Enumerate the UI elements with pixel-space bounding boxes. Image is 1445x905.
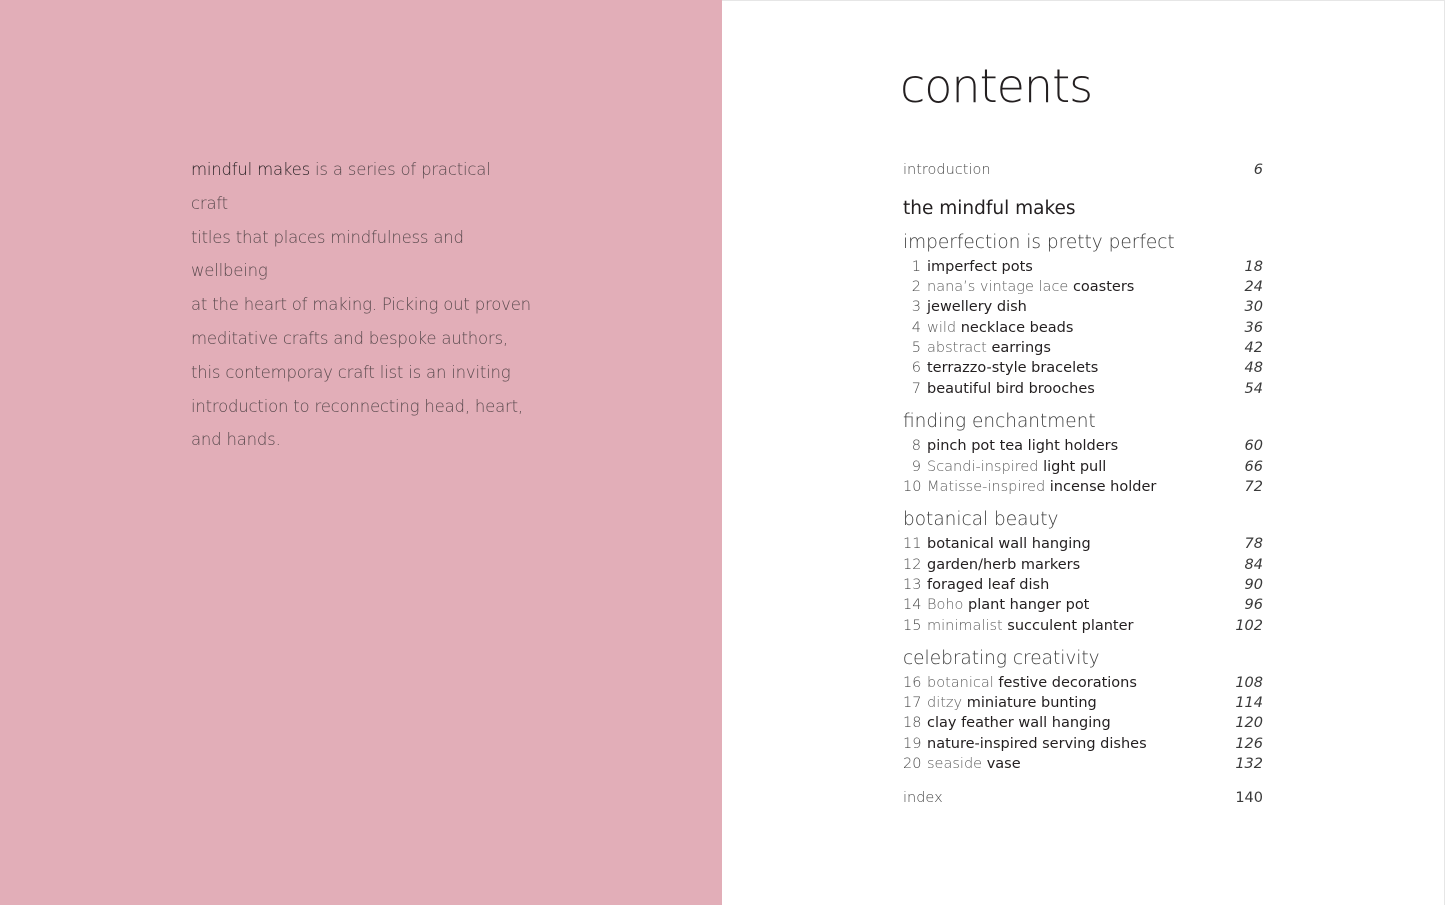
- toc-entry-number: 1: [911, 259, 921, 275]
- toc-entry-label: index: [903, 790, 943, 806]
- toc-entry-prefix: botanical: [927, 675, 999, 691]
- toc-entry-prefix: Scandi-inspired: [927, 459, 1044, 475]
- toc-entry[interactable]: [903, 534, 1263, 554]
- left-page: [0, 0, 722, 905]
- toc-entry-prefix: wild: [927, 320, 961, 336]
- description-line-5: this contemporay craft list is an inviting: [191, 362, 511, 382]
- toc-entry-title: nature-inspired serving dishes: [927, 736, 1147, 752]
- toc-entry-title: incense holder: [1049, 479, 1157, 495]
- toc-section-heading: botanical beauty: [903, 509, 1059, 530]
- toc-entry-number: 12: [903, 557, 922, 573]
- toc-part-heading: the mindful makes: [903, 198, 1076, 219]
- toc-page-number: 96: [1244, 597, 1263, 613]
- toc-entry-number: 5: [911, 340, 921, 356]
- toc-entry[interactable]: [903, 595, 1263, 615]
- toc-entry[interactable]: [903, 713, 1263, 733]
- toc-entry[interactable]: [903, 318, 1263, 338]
- toc-section-heading: finding enchantment: [903, 411, 1096, 432]
- toc-section-heading: imperfection is pretty perfect: [903, 232, 1175, 253]
- toc-entry-prefix: Boho: [927, 597, 969, 613]
- toc-entry-prefix: seaside: [927, 756, 987, 772]
- toc-entry-title: plant hanger pot: [968, 597, 1090, 613]
- toc-entry-prefix: ditzy: [927, 695, 967, 711]
- toc-entry-title: beautiful bird brooches: [927, 381, 1095, 397]
- toc-entry[interactable]: [903, 338, 1263, 358]
- toc-entry[interactable]: [903, 436, 1263, 456]
- toc-entry-title: miniature bunting: [966, 695, 1097, 711]
- toc-entry-title: succulent planter: [1007, 618, 1134, 634]
- toc-entry[interactable]: [903, 358, 1263, 378]
- toc-page-number: 36: [1244, 320, 1263, 336]
- description-line-1: is a series of practical craft: [191, 160, 491, 213]
- toc-page-number: 24: [1244, 279, 1263, 295]
- toc-page-number: 90: [1244, 577, 1263, 593]
- toc-entry-number: 9: [911, 459, 921, 475]
- toc-entry[interactable]: [903, 673, 1263, 693]
- toc-page-number: 54: [1244, 381, 1263, 397]
- toc-page-number: 48: [1244, 360, 1263, 376]
- toc-entry-number: 20: [903, 756, 922, 772]
- description-line-3: at the heart of making. Picking out proven: [191, 295, 531, 315]
- toc-entry-number: 11: [903, 536, 922, 552]
- toc-page-number: 66: [1244, 459, 1263, 475]
- toc-entry-number: 13: [903, 577, 922, 593]
- toc-entry-title: pinch pot tea light holders: [927, 438, 1119, 454]
- toc-entry-number: 10: [903, 479, 922, 495]
- toc-page-number: 42: [1244, 340, 1263, 356]
- toc-entry[interactable]: [903, 754, 1263, 774]
- toc-entry-introduction[interactable]: [903, 160, 1263, 180]
- toc-entry-title: coasters: [1072, 279, 1135, 295]
- toc-entry-number: 16: [903, 675, 922, 691]
- toc-page-number: 6: [1253, 162, 1263, 178]
- toc-page-number: 78: [1244, 536, 1263, 552]
- toc-page-number: 120: [1235, 715, 1263, 731]
- toc-entry-title: imperfect pots: [927, 259, 1033, 275]
- toc-entry-title: foraged leaf dish: [927, 577, 1050, 593]
- toc-page-number: 102: [1235, 618, 1263, 634]
- toc-entry-title: terrazzo-style bracelets: [927, 360, 1099, 376]
- toc-entry-title: vase: [986, 756, 1021, 772]
- toc-entry-number: 15: [903, 618, 922, 634]
- toc-entry[interactable]: [903, 297, 1263, 317]
- toc-entry-prefix: minimalist: [927, 618, 1008, 634]
- toc-entry-title: festive decorations: [998, 675, 1137, 691]
- toc-entry[interactable]: [903, 277, 1263, 297]
- description-line-2: titles that places mindfulness and wellbeing: [191, 227, 464, 281]
- toc-entry-number: 14: [903, 597, 922, 613]
- toc-entry-number: 17: [903, 695, 922, 711]
- toc-entry-number: 2: [911, 279, 921, 295]
- toc-entry-number: 8: [911, 438, 921, 454]
- toc-entry[interactable]: [903, 555, 1263, 575]
- description-line-7: and hands.: [191, 430, 281, 450]
- toc-page-number: 72: [1244, 479, 1263, 495]
- toc-entry[interactable]: [903, 379, 1263, 399]
- toc-entry-number: 19: [903, 736, 922, 752]
- toc-page-number: 60: [1244, 438, 1263, 454]
- series-brand-name: mindful makes: [191, 160, 310, 179]
- toc-page-number: 126: [1235, 736, 1263, 752]
- toc-page-number: 114: [1235, 695, 1263, 711]
- toc-entry-number: 18: [903, 715, 922, 731]
- toc-entry[interactable]: [903, 477, 1263, 497]
- toc-entry[interactable]: [903, 457, 1263, 477]
- toc-entry-title: jewellery dish: [927, 299, 1027, 315]
- series-description: [191, 153, 531, 457]
- toc-entry-index[interactable]: [903, 788, 1263, 808]
- toc-page-number: 18: [1244, 259, 1263, 275]
- toc-section-heading: celebrating creativity: [903, 648, 1100, 669]
- toc-entry[interactable]: [903, 693, 1263, 713]
- toc-entry[interactable]: [903, 734, 1263, 754]
- toc-page-number: 84: [1244, 557, 1263, 573]
- toc-entry-number: 7: [911, 381, 921, 397]
- toc-entry-label: introduction: [903, 162, 991, 178]
- toc-entry-number: 4: [911, 320, 921, 336]
- description-line-6: introduction to reconnecting head, heart,: [191, 396, 523, 416]
- page-title: contents: [900, 59, 1093, 113]
- right-page: [722, 0, 1445, 905]
- toc-entry-title: botanical wall hanging: [927, 536, 1091, 552]
- toc-entry[interactable]: [903, 257, 1263, 277]
- toc-entry-title: necklace beads: [960, 320, 1074, 336]
- toc-entry-title: light pull: [1043, 459, 1107, 475]
- toc-entry-title: garden/herb markers: [927, 557, 1081, 573]
- toc-page-number: 132: [1235, 756, 1263, 772]
- toc-entry[interactable]: [903, 575, 1263, 595]
- toc-entry-prefix: abstract: [927, 340, 992, 356]
- toc-entry-number: 3: [911, 299, 921, 315]
- toc-page-number: 108: [1235, 675, 1263, 691]
- toc-entry[interactable]: [903, 616, 1263, 636]
- toc-entry-prefix: nana’s vintage lace: [927, 279, 1073, 295]
- description-line-4: meditative crafts and bespoke authors,: [191, 328, 508, 348]
- toc-entry-number: 6: [911, 360, 921, 376]
- toc-page-number: 30: [1244, 299, 1263, 315]
- toc-entry-title: earrings: [991, 340, 1051, 356]
- toc-entry-prefix: Matisse-inspired: [927, 479, 1050, 495]
- toc-entry-title: clay feather wall hanging: [927, 715, 1111, 731]
- toc-page-number: 140: [1235, 790, 1263, 806]
